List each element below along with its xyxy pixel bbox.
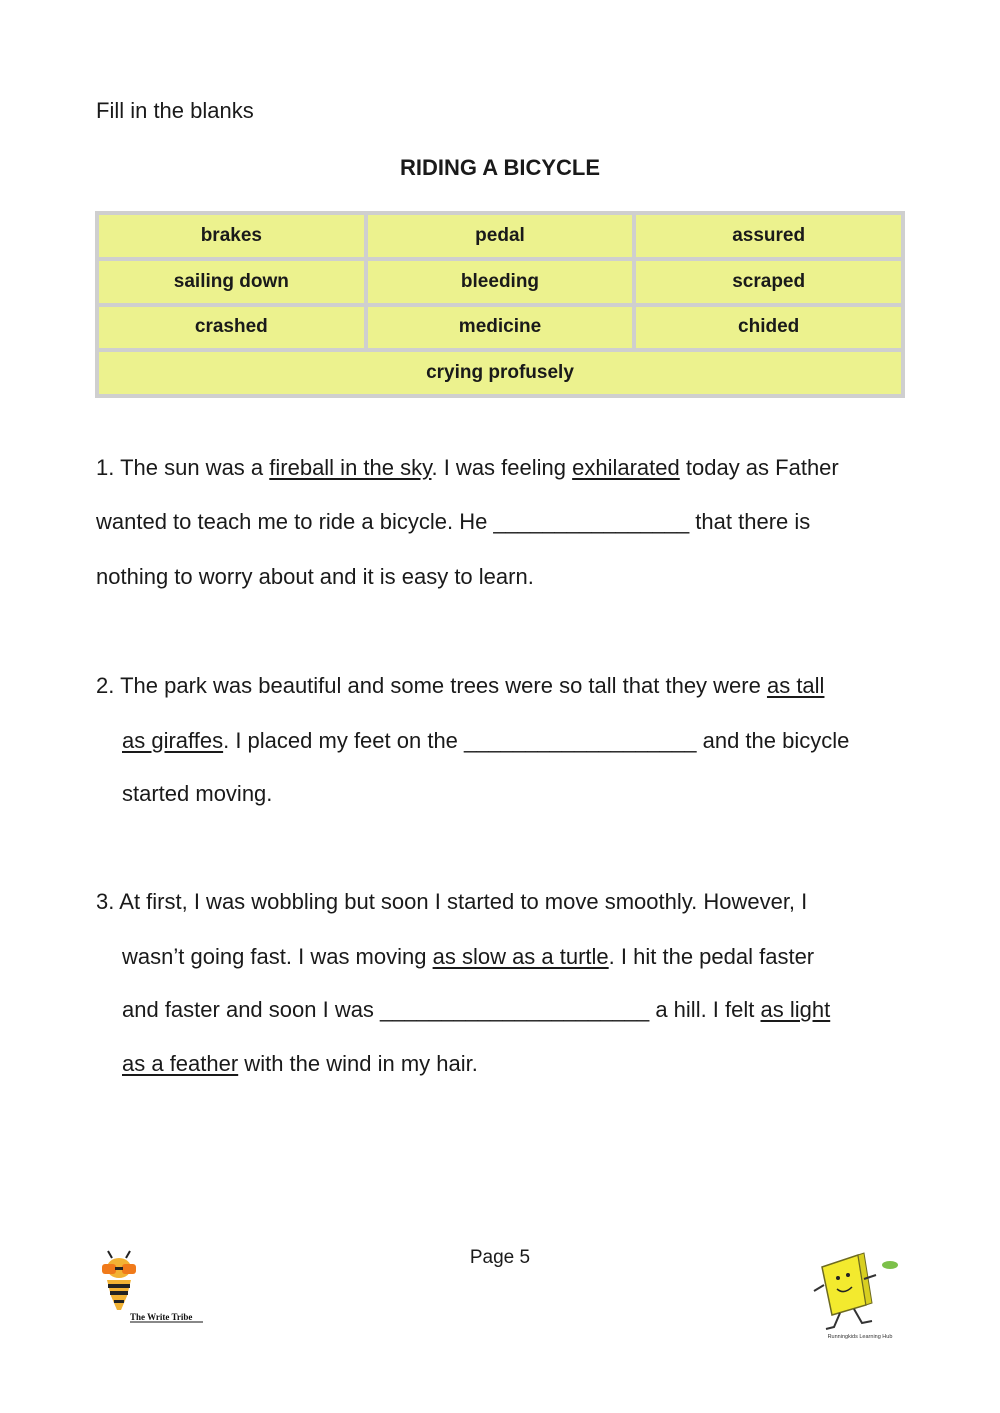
text: with the wind in my hair.: [238, 1051, 478, 1076]
question-2-line-3: started moving.: [122, 781, 273, 806]
write-tribe-bee-logo: [98, 1250, 208, 1328]
text: wasn’t going fast. I was moving: [122, 944, 433, 969]
word-bank-cell: chided: [636, 307, 901, 349]
question-3-line-1: [96, 889, 807, 915]
left-logo-text: The Write Tribe: [130, 1312, 193, 1322]
underlined-phrase: as slow as a turtle: [432, 944, 609, 969]
text: The park was beautiful and some trees were so tall that they were: [120, 673, 767, 698]
question-1-line-3: nothing to worry about and it is easy to learn.: [96, 564, 534, 589]
page-number: Page 5: [469, 1247, 531, 1268]
question-2-line-1: [96, 673, 824, 699]
question-number: 3.: [96, 889, 115, 914]
question-number: 1.: [96, 455, 115, 480]
text: . I was feeling: [431, 455, 573, 480]
underlined-phrase: as giraffes: [122, 728, 224, 753]
underlined-phrase: fireball in the sky: [269, 455, 432, 480]
word-bank-cell: brakes: [99, 215, 364, 257]
question-2-line-2: [122, 728, 849, 754]
instruction-text: Fill in the blanks: [96, 98, 254, 123]
text: The sun was a: [120, 455, 270, 480]
text: . I placed my feet on the ___________________ and the bicycle: [223, 728, 850, 753]
worksheet-title: RIDING A BICYCLE: [399, 155, 601, 180]
word-bank-cell: bleeding: [368, 261, 633, 303]
word-bank-cell: assured: [636, 215, 901, 257]
underlined-phrase: as tall: [766, 673, 825, 698]
text: and faster and soon I was ______________________ a hill. I felt: [122, 997, 761, 1022]
word-bank-cell: sailing down: [99, 261, 364, 303]
word-bank-cell: scraped: [636, 261, 901, 303]
question-1-line-1: [96, 455, 839, 481]
question-3-line-4: [122, 1051, 478, 1077]
word-bank-cell: crashed: [99, 307, 364, 349]
word-bank-table: [95, 211, 905, 398]
word-bank-cell: pedal: [368, 215, 633, 257]
question-number: 2.: [96, 673, 115, 698]
question-3-line-3: [122, 997, 830, 1023]
underlined-phrase: exhilarated: [572, 455, 680, 480]
underlined-phrase: as light: [760, 997, 831, 1022]
word-bank-cell: medicine: [368, 307, 633, 349]
right-logo-text: Runningkids Learning Hub: [827, 1334, 893, 1340]
question-1-line-2: wanted to teach me to ride a bicycle. He ________________ that there is: [96, 509, 811, 534]
text: . I hit the pedal faster: [608, 944, 815, 969]
text: today as Father: [679, 455, 839, 480]
question-3-line-2: [122, 944, 814, 970]
text: At first, I was wobbling but soon I started to move smoothly. However, I: [119, 889, 808, 914]
word-bank-cell: crying profusely: [99, 352, 901, 394]
underlined-phrase: as a feather: [122, 1051, 239, 1076]
runningkids-book-logo: [810, 1245, 910, 1345]
